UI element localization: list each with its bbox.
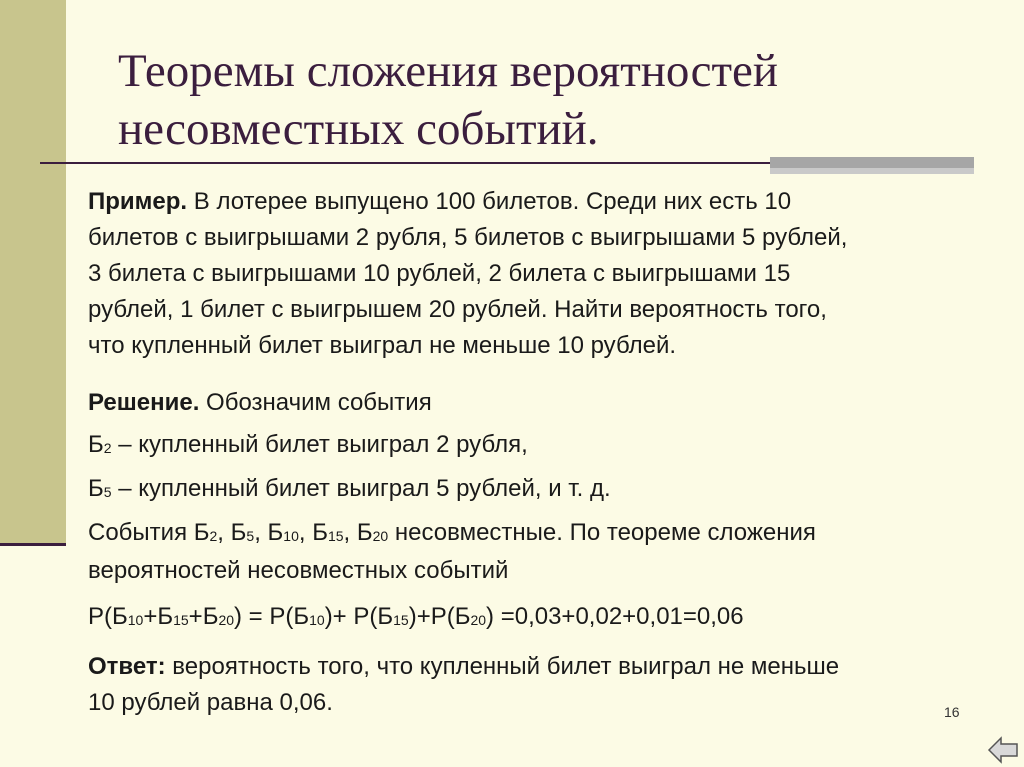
example-line-4: рублей, 1 билет с выигрышем 20 рублей. Найти вероятность того, (88, 296, 827, 323)
event-letter: Б (157, 603, 174, 630)
example-label: Пример. (88, 188, 188, 215)
page-number: 16 (944, 704, 960, 720)
formula-part: )+P( (408, 603, 455, 630)
slide-content (88, 184, 988, 721)
return-arrow-icon[interactable] (987, 734, 1021, 764)
answer-paragraph (88, 649, 988, 721)
separator: , (217, 519, 231, 546)
solution-intro-text: Обозначим события (199, 389, 432, 416)
title-underline (40, 162, 770, 164)
example-line-3: 3 билета с выигрышами 10 рублей, 2 билета с выигрышами 15 (88, 260, 791, 287)
events-prefix: События (88, 519, 194, 546)
event-b5-line (88, 471, 988, 509)
event-subscript: 20 (470, 612, 487, 628)
event-subscript: 15 (173, 612, 189, 628)
event-subscript: 10 (309, 612, 325, 628)
event-subscript: 2 (209, 528, 218, 544)
event-b2-line (88, 427, 988, 465)
example-paragraph (88, 184, 988, 364)
formula-part: P( (88, 603, 112, 630)
probability-formula (88, 599, 988, 637)
event-letter: Б (88, 475, 104, 502)
title-line-1: Теоремы сложения вероятностей (118, 45, 779, 97)
formula-part: + (143, 603, 158, 630)
event-letter: Б (377, 603, 394, 630)
sidebar-divider (0, 543, 66, 546)
event-letter: Б (454, 603, 471, 630)
events-statement (88, 515, 988, 589)
event-letter: Б (112, 603, 128, 630)
event-letter: Б (193, 519, 210, 546)
event-letter: Б (230, 519, 247, 546)
slide-title (118, 42, 978, 158)
title-line-2: несовместных событий. (118, 103, 599, 155)
example-line-2: билетов с выигрышами 2 рубля, 5 билетов с выигрышами 5 рублей, (88, 224, 848, 251)
event-letter: Б (293, 603, 310, 630)
example-line-1: В лотерее выпущено 100 билетов. Среди них есть 10 (187, 188, 792, 215)
answer-line-1: вероятность того, что купленный билет выиграл не меньше (165, 653, 840, 680)
formula-part: + (188, 603, 203, 630)
event-letter: Б (88, 431, 104, 458)
event-subscript: 15 (327, 528, 344, 544)
event-b5-text: – купленный билет выиграл 5 рублей, и т. д. (111, 475, 611, 502)
solution-label: Решение. (88, 389, 200, 416)
event-subscript: 10 (127, 612, 144, 628)
event-subscript: 15 (393, 612, 409, 628)
formula-result: ) =0,03+0,02+0,01=0,06 (486, 603, 744, 630)
answer-label: Ответ: (88, 653, 166, 680)
event-letter: Б (202, 603, 219, 630)
decorative-sidebar (0, 0, 66, 543)
separator: , (298, 519, 313, 546)
formula-part: )+ P( (324, 603, 378, 630)
separator: , (254, 519, 268, 546)
separator: , (343, 519, 357, 546)
events-line-2: вероятностей несовместных событий (88, 557, 509, 584)
event-subscript: 10 (283, 528, 299, 544)
title-accent-shadow (770, 168, 974, 174)
event-letter: Б (312, 519, 328, 546)
event-letter: Б (356, 519, 373, 546)
event-b2-text: – купленный билет выиграл 2 рубля, (111, 431, 528, 458)
event-subscript: 20 (218, 612, 235, 628)
event-subscript: 20 (372, 528, 389, 544)
solution-intro (88, 385, 988, 421)
event-subscript: 5 (103, 484, 112, 500)
event-subscript: 2 (103, 440, 112, 456)
example-line-5: что купленный билет выиграл не меньше 10 рублей. (88, 332, 677, 359)
event-subscript: 5 (246, 528, 255, 544)
answer-line-2: 10 рублей равна 0,06. (88, 689, 333, 716)
events-suffix: несовместные. По теореме сложения (388, 519, 816, 546)
formula-part: ) = P( (234, 603, 294, 630)
event-letter: Б (267, 519, 284, 546)
